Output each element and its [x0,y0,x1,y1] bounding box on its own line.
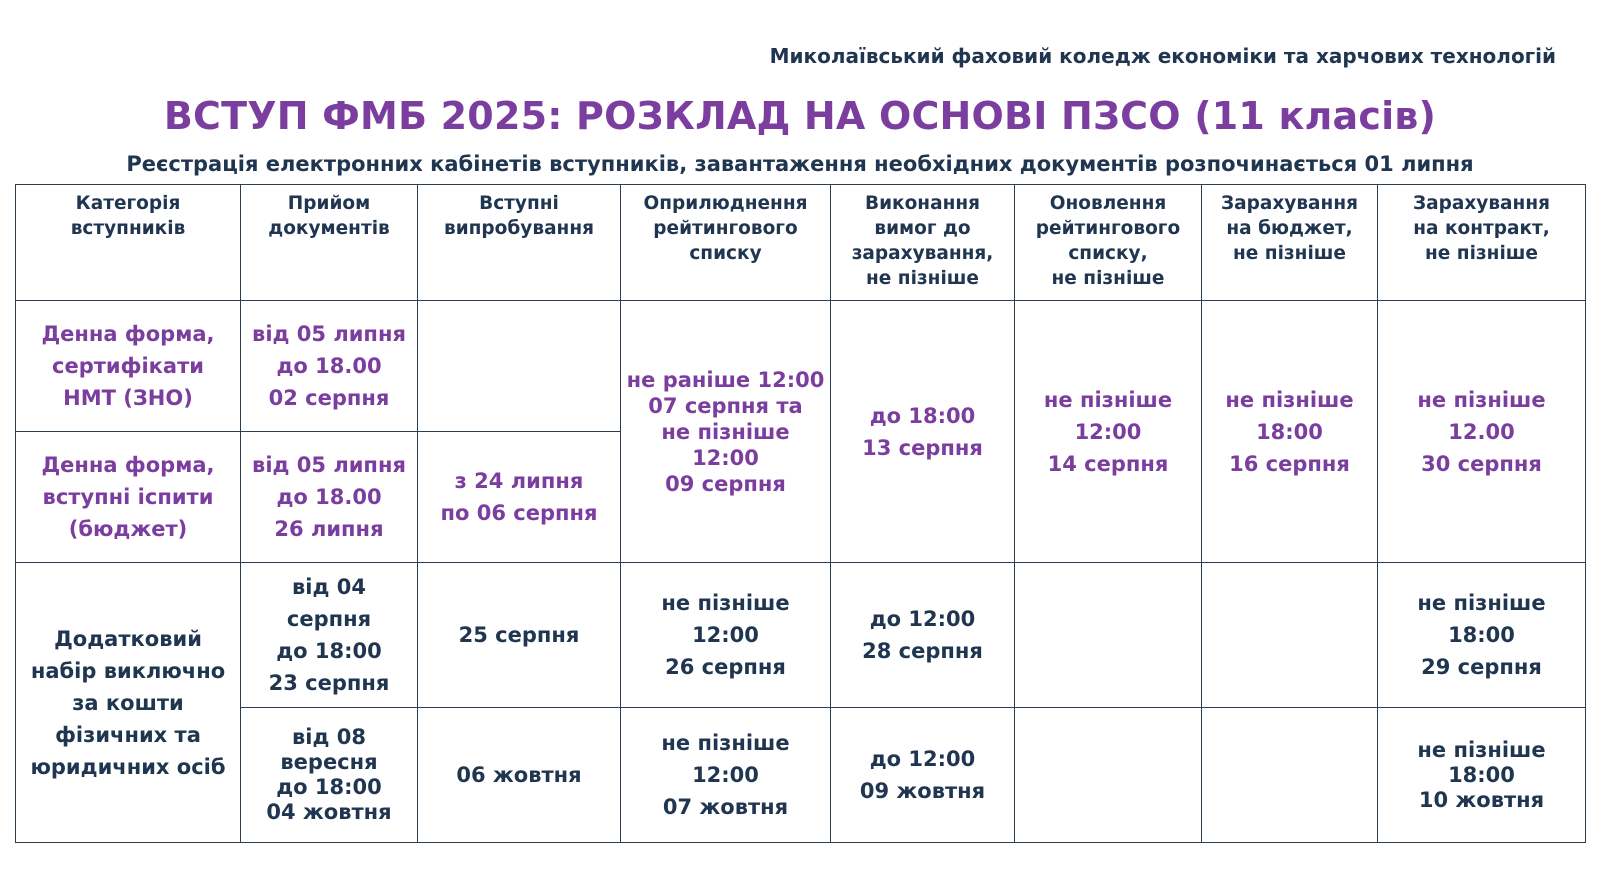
tests-extra2-cell: 06 жовтня [418,708,621,843]
update-main-cell: не пізніше 12:00 14 серпня [1015,301,1202,563]
tests-nmt-cell [418,301,621,432]
contract-extra1-cell: не пізніше 18:00 29 серпня [1378,563,1586,708]
budget-extra1-cell [1202,563,1378,708]
documents-extra1-cell: від 04 серпня до 18:00 23 серпня [241,563,418,708]
admission-schedule-table [15,184,1586,843]
column-header-documents: Прийом документів [241,185,418,301]
category-nmt-cell: Денна форма, сертифікати НМТ (ЗНО) [16,301,241,432]
category-additional-cell: Додатковий набір виключно за кошти фізичних та юридичних осіб [16,563,241,843]
rating-extra1-cell: не пізніше 12:00 26 серпня [621,563,831,708]
rating-main-cell: не раніше 12:00 07 серпня та не пізніше 12:00 09 серпня [621,301,831,563]
column-header-rating-update: Оновлення рейтингового списку, не пізніше [1015,185,1202,301]
column-header-budget-enrollment: Зарахування на бюджет, не пізніше [1202,185,1378,301]
requirements-main-cell: до 18:00 13 серпня [831,301,1015,563]
documents-nmt-cell: від 05 липня до 18.00 02 серпня [241,301,418,432]
requirements-extra2-cell: до 12:00 09 жовтня [831,708,1015,843]
contract-main-cell: не пізніше 12.00 30 серпня [1378,301,1586,563]
page-subtitle: Реєстрація електронних кабінетів вступників, завантаження необхідних документів розпочинається 01 липня [126,152,1474,176]
column-header-tests: Вступні випробування [418,185,621,301]
column-header-contract-enrollment: Зарахування на контракт, не пізніше [1378,185,1586,301]
update-extra1-cell [1015,563,1202,708]
documents-extra2-cell: від 08 вересня до 18:00 04 жовтня [241,708,418,843]
column-header-requirements: Виконання вимог до зарахування, не пізніше [831,185,1015,301]
rating-extra2-cell: не пізніше 12:00 07 жовтня [621,708,831,843]
tests-extra1-cell: 25 серпня [418,563,621,708]
column-header-rating-publication: Оприлюднення рейтингового списку [621,185,831,301]
page-title: ВСТУП ФМБ 2025: РОЗКЛАД НА ОСНОВІ ПЗСО (11 класів) [163,94,1437,138]
college-name: Миколаївський фаховий коледж економіки та харчових технологій [769,44,1556,68]
table-row [16,708,1586,843]
category-exam-cell: Денна форма, вступні іспити (бюджет) [16,432,241,563]
budget-main-cell: не пізніше 18:00 16 серпня [1202,301,1378,563]
requirements-extra1-cell: до 12:00 28 серпня [831,563,1015,708]
budget-extra2-cell [1202,708,1378,843]
column-header-category: Категорія вступників [16,185,241,301]
update-extra2-cell [1015,708,1202,843]
tests-exam-cell: з 24 липня по 06 серпня [418,432,621,563]
contract-extra2-cell: не пізніше 18:00 10 жовтня [1378,708,1586,843]
table-row [16,563,1586,708]
header-row [16,185,1586,301]
table-row [16,301,1586,432]
documents-exam-cell: від 05 липня до 18.00 26 липня [241,432,418,563]
